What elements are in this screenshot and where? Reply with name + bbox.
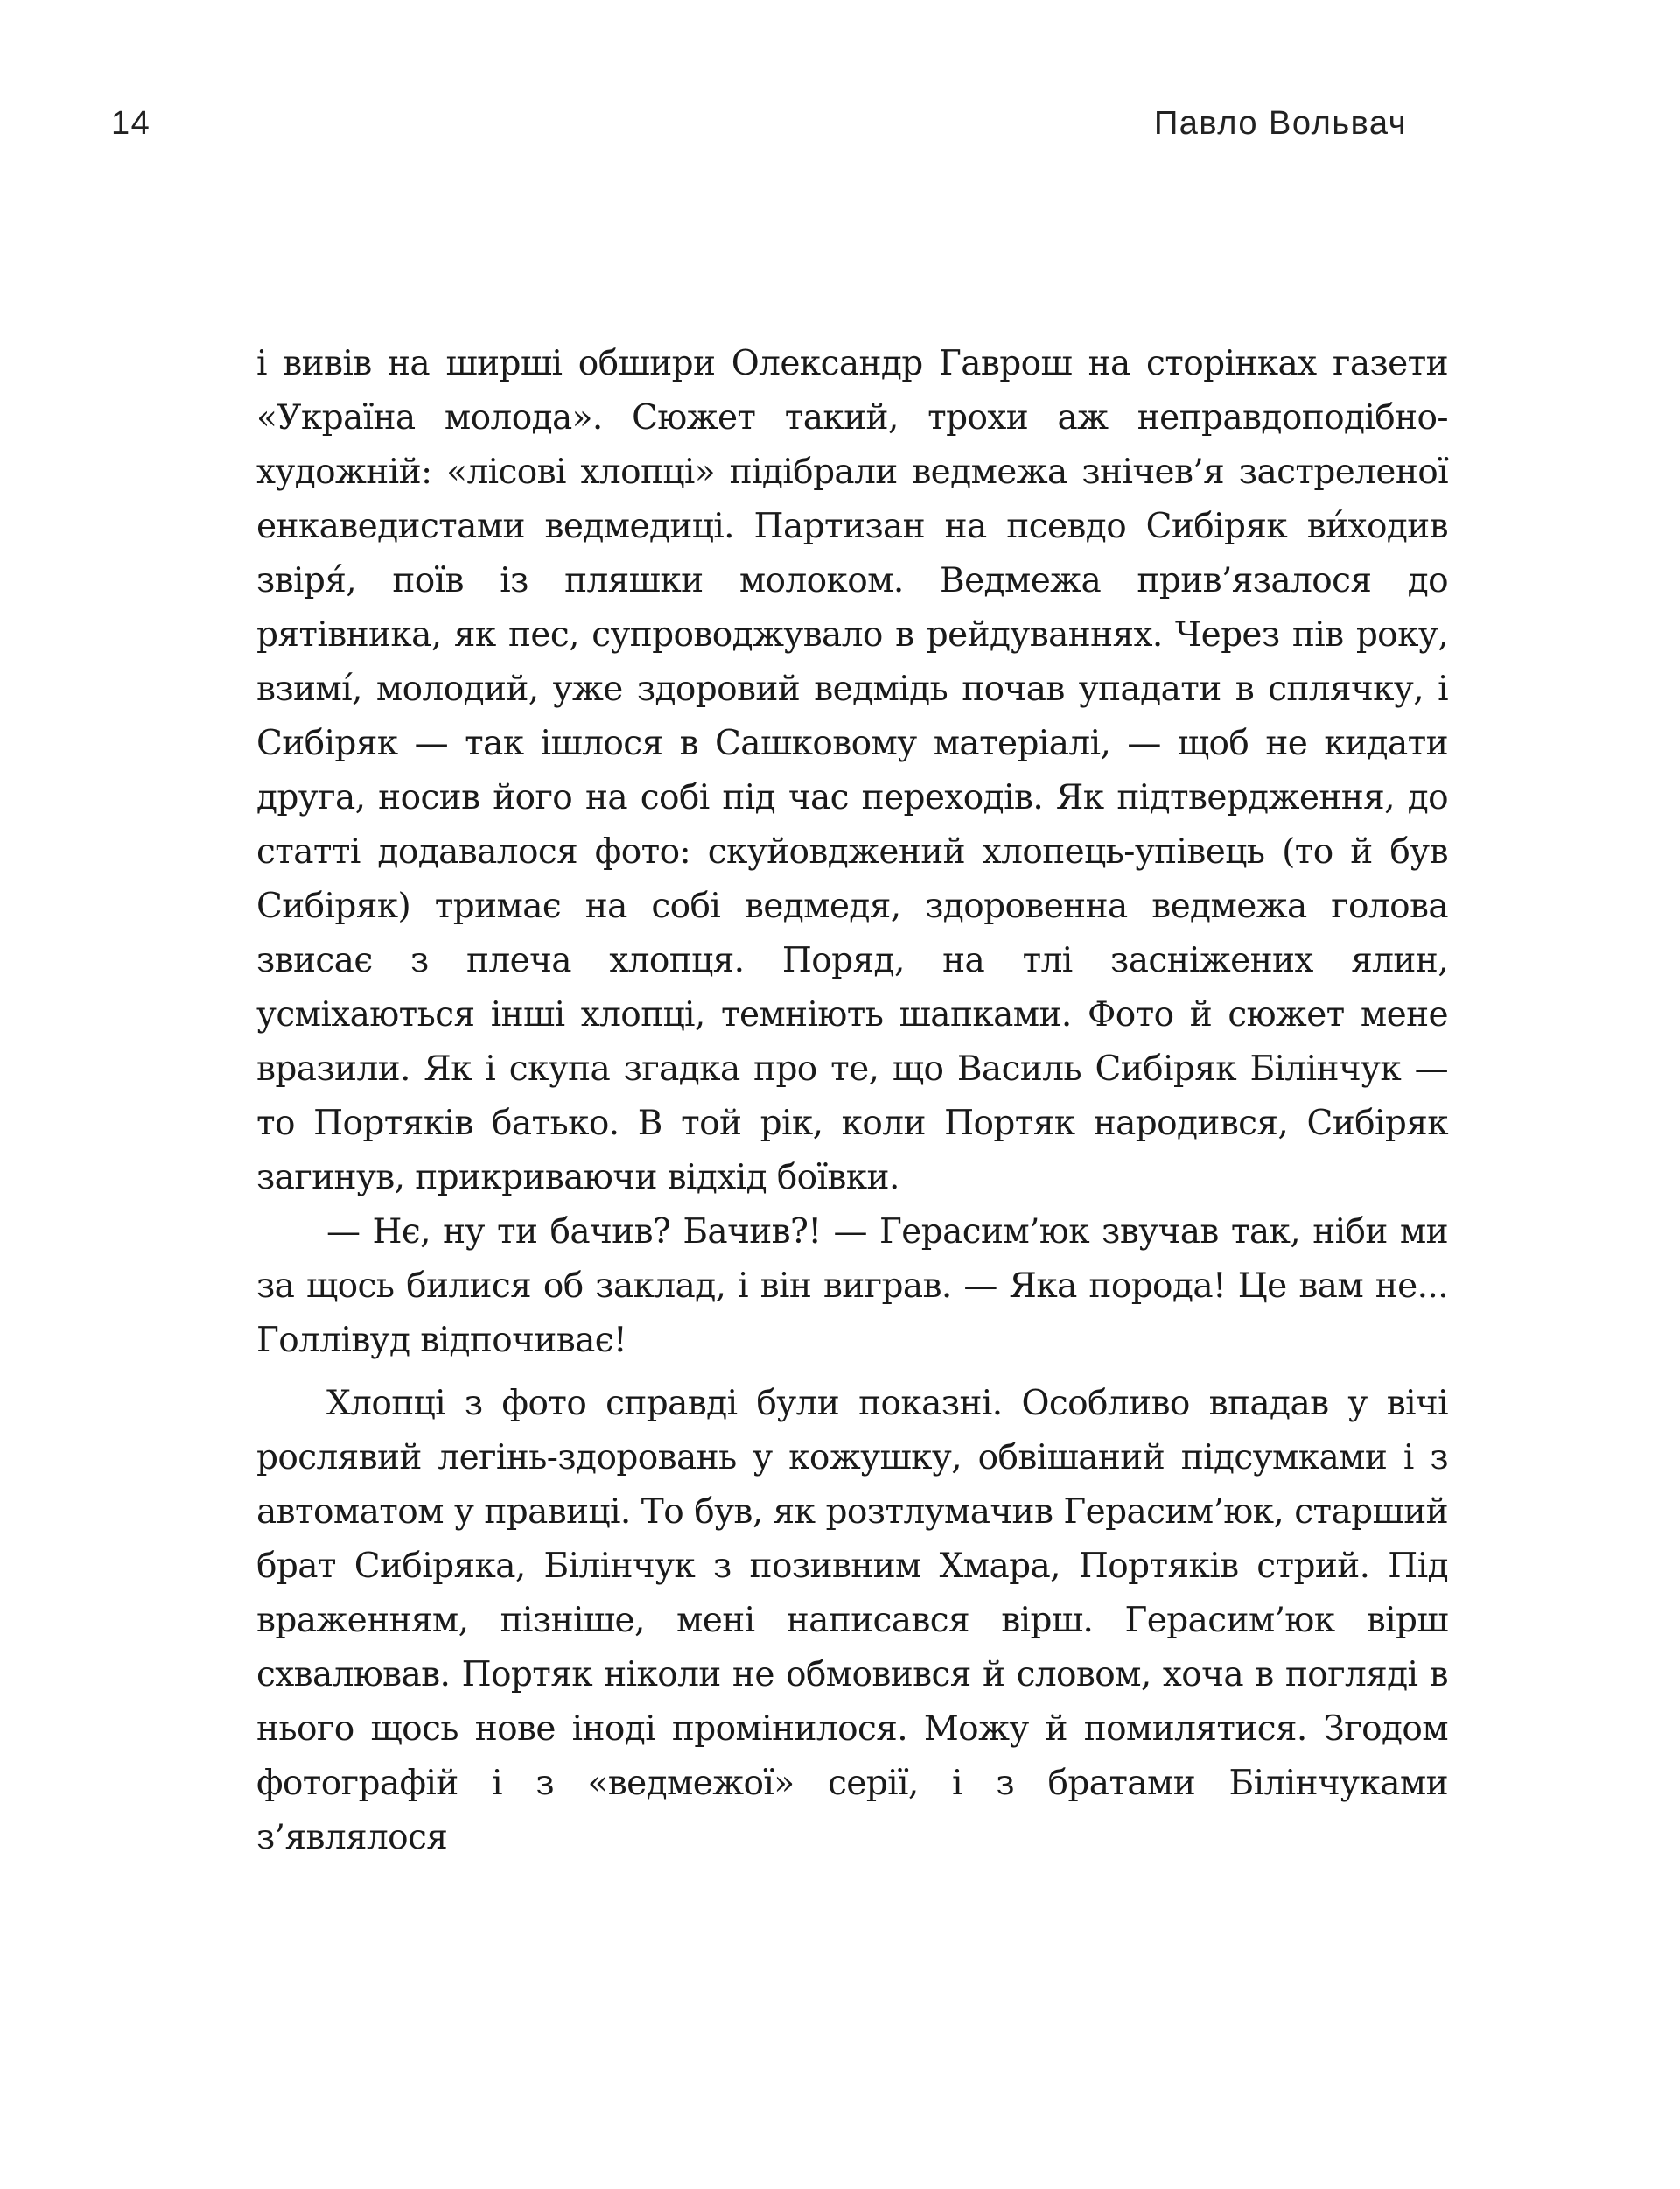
- page-number: 14: [111, 105, 151, 142]
- body-text: [256, 337, 1448, 1865]
- paragraph: і вивів на ширші обшири Олександр Гаврош на сторінках газети «Україна молода». Сюжет такий, трохи аж неправдоподібно-художній: «лісові хлопці» підібрали ведмежа знічев’я застреленої енкаведистами ведмедиці. Партизан на псевдо Сибіряк ви́ходив звіря́, поїв із пляшки молоком. Ведмежа прив’язалося до рятівника, як пес, супроводжувало в рейдуваннях. Через пів року, взимі́, молодий, уже здоровий ведмідь почав упадати в сплячку, і Сибіряк — так ішлося в Сашковому матеріалі, — щоб не кидати друга, носив його на собі під час переходів. Як підтвердження, до статті додавалося фото: скуйовджений хлопець-упівець (то й був Сибіряк) тримає на собі ведмедя, здоровенна ведмежа голова звисає з плеча хлопця. Поряд, на тлі засніжених ялин, усміхаються інші хлопці, темніють шапками. Фото й сюжет мене вразили. Як і скупа згадка про те, що Василь Сибіряк Білінчук — то Портяків батько. В той рік, коли Портяк народився, Сибіряк загинув, прикриваючи відхід боївки.: [256, 344, 1448, 1197]
- paragraph: Хлопці з фото справді були показні. Особливо впадав у вічі рослявий легінь-здоровань у кожушку, обвішаний підсумками і з автоматом у правиці. То був, як розтлумачив Герасим’юк, старший брат Сибіряка, Білінчук з позивним Хмара, Портяків стрий. Під враженням, пізніше, мені написався вірш. Герасим’юк вірш схвалював. Портяк ніколи не обмовився й словом, хоча в погляді в нього щось нове іноді промінилося. Можу й помилятися. Згодом фотографій і з «ведмежої» серії, і з братами Білінчуками з’являлося: [256, 1384, 1448, 1857]
- running-header-author: Павло Вольвач: [1153, 105, 1407, 142]
- paragraph: — Нє, ну ти бачив? Бачив?! — Герасим’юк звучав так, ніби ми за щось билися об заклад, і він виграв. — Яка порода! Це вам не... Голлівуд відпочиває!: [256, 1212, 1448, 1360]
- running-head: [0, 105, 1680, 158]
